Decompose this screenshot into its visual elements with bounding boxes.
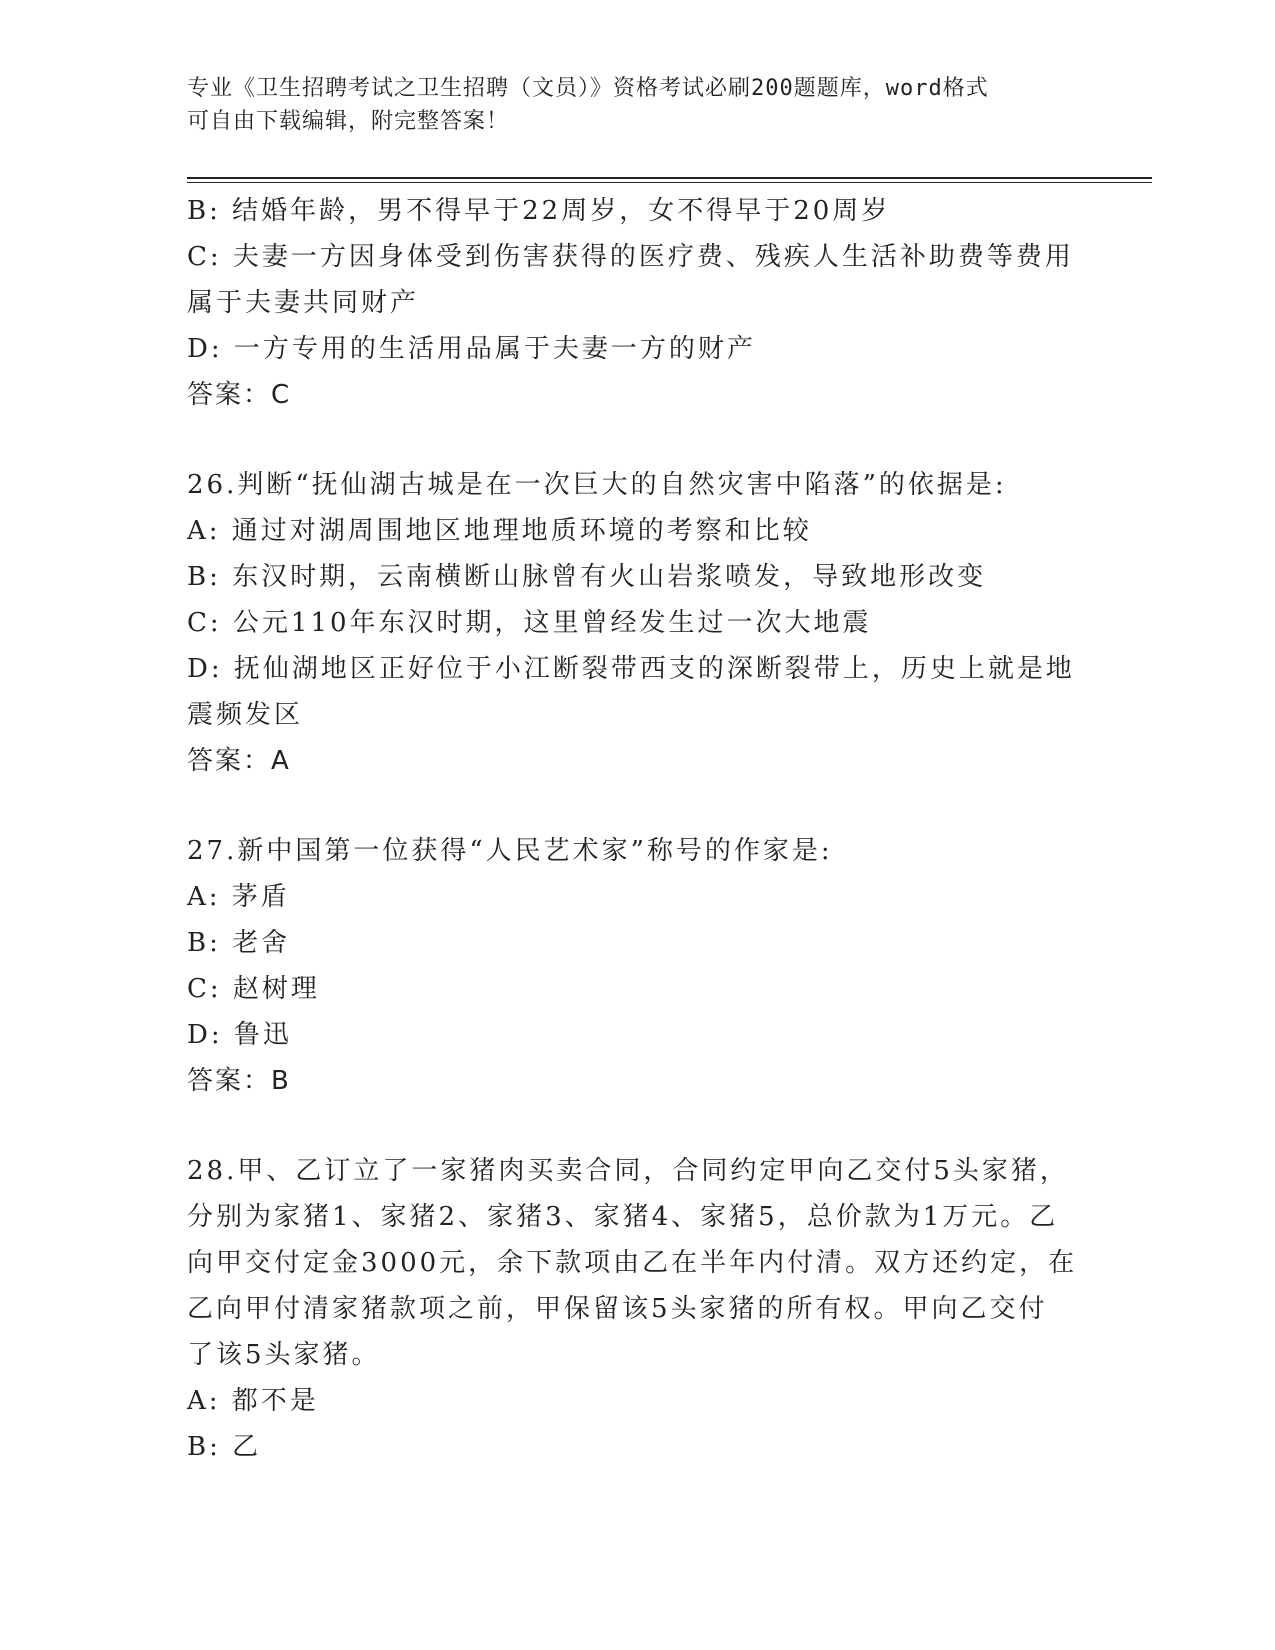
q26-option-a: A: 通过对湖周围地区地理地质环境的考察和比较 xyxy=(187,516,812,546)
q27-option-a: A: 茅盾 xyxy=(187,882,290,912)
q26-question: 26.判断“抚仙湖古城是在一次巨大的自然灾害中陷落”的依据是: xyxy=(187,470,1007,500)
question-content xyxy=(187,188,1087,1470)
spacer xyxy=(187,784,1087,828)
page-header xyxy=(187,72,1067,138)
q27-answer: 答案：B xyxy=(187,1066,291,1096)
spacer xyxy=(187,1104,1087,1148)
q28-question-line-2: 分别为家猪1、家猪2、家猪3、家猪4、家猪5，总价款为1万元。乙 xyxy=(187,1202,1059,1232)
q25-option-c-line-2: 属于夫妻共同财产 xyxy=(187,288,420,318)
q26-answer: 答案：A xyxy=(187,746,291,776)
q28-question-line-1: 28.甲、乙订立了一家猪肉买卖合同，合同约定甲向乙交付5头家猪， xyxy=(187,1156,1069,1186)
q28-option-a: A: 都不是 xyxy=(187,1386,319,1416)
q28-question-line-4: 乙向甲付清家猪款项之前，甲保留该5头家猪的所有权。甲向乙交付 xyxy=(187,1294,1048,1324)
q25-option-d: D: 一方专用的生活用品属于夫妻一方的财产 xyxy=(187,334,756,364)
header-divider-thick xyxy=(187,177,1152,179)
q28-option-b: B: 乙 xyxy=(187,1432,262,1462)
q25-option-b: B: 结婚年龄，男不得早于22周岁，女不得早于20周岁 xyxy=(187,196,891,226)
q26-option-c: C: 公元110年东汉时期，这里曾经发生过一次大地震 xyxy=(187,608,872,638)
q27-option-b: B: 老舍 xyxy=(187,928,291,958)
header-line-1: 专业《卫生招聘考试之卫生招聘（文员）》资格考试必刷200题题库，word格式 xyxy=(187,76,989,101)
q26-option-d-line-2: 震频发区 xyxy=(187,700,304,730)
spacer xyxy=(187,418,1087,462)
q25-option-c-line-1: C: 夫妻一方因身体受到伤害获得的医疗费、残疾人生活补助费等费用 xyxy=(187,242,1074,272)
q26-option-b: B: 东汉时期，云南横断山脉曾有火山岩浆喷发，导致地形改变 xyxy=(187,562,987,592)
q25-answer: 答案：C xyxy=(187,380,292,410)
q26-option-d-line-1: D: 抚仙湖地区正好位于小江断裂带西支的深断裂带上，历史上就是地 xyxy=(187,654,1075,684)
q27-option-d: D: 鲁迅 xyxy=(187,1020,292,1050)
q27-question: 27.新中国第一位获得“人民艺术家”称号的作家是: xyxy=(187,836,833,866)
q28-question-line-5: 了该5头家猪。 xyxy=(187,1340,381,1370)
q27-option-c: C: 赵树理 xyxy=(187,974,320,1004)
header-line-2: 可自由下载编辑，附完整答案！ xyxy=(187,109,510,134)
header-divider-thin xyxy=(187,182,1152,183)
q28-question-line-3: 向甲交付定金3000元，余下款项由乙在半年内付清。双方还约定，在 xyxy=(187,1248,1078,1278)
